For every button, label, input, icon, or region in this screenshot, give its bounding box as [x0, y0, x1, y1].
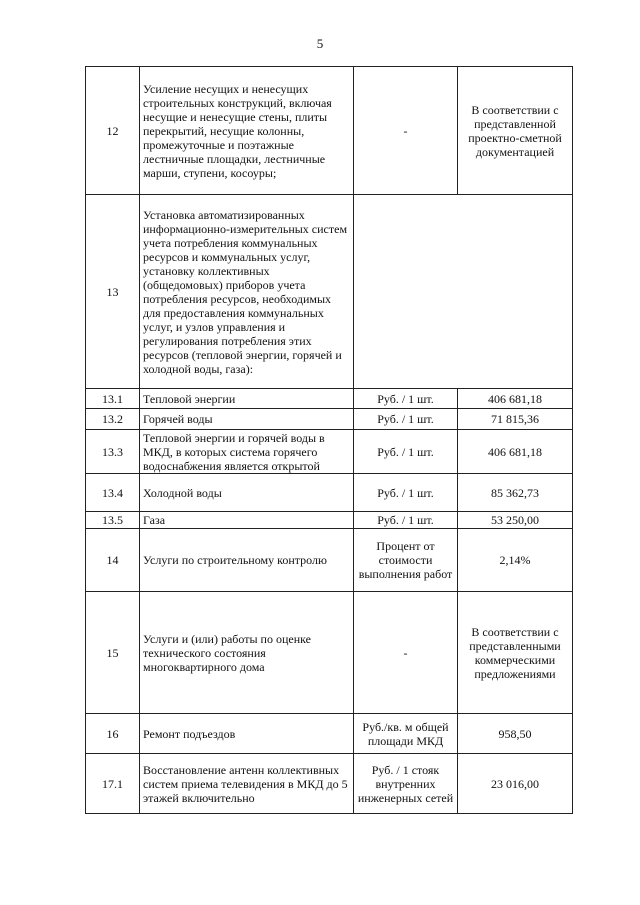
- table-row: [86, 512, 573, 529]
- unit-of-measure: Руб. / 1 шт.: [354, 512, 458, 529]
- row-number: 14: [86, 529, 140, 592]
- row-number: 15: [86, 592, 140, 714]
- unit-of-measure: Руб./кв. м общей площади МКД: [354, 714, 458, 754]
- cost-value: 2,14%: [458, 529, 573, 592]
- unit-of-measure: Руб. / 1 шт.: [354, 389, 458, 409]
- work-name: Холодной воды: [140, 474, 354, 512]
- work-name: Установка автоматизированных информационно-измерительных систем учета потребления коммунальных ресурсов и коммунальных услуг, установку коллективных (общедомовых) приборов учета потребления ресурсов, необходимых для предоставления коммунальных услуг, и узлов управления и регулирования потребления этих ресурсов (тепловой энергии, горячей и холодной воды, газа):: [140, 195, 354, 389]
- unit-of-measure: Процент от стоимости выполнения работ: [354, 529, 458, 592]
- row-number: 13.1: [86, 389, 140, 409]
- work-name: Усиление несущих и ненесущих строительных конструкций, включая несущие и ненесущие стены, плиты перекрытий, несущие колонны, промежуточные и поэтажные лестничные площадки, лестничные марши, ступени, косоуры;: [140, 67, 354, 195]
- cost-value: В соответствии с представленными коммерческими предложениями: [458, 592, 573, 714]
- work-name: Тепловой энергии: [140, 389, 354, 409]
- table-row: [86, 714, 573, 754]
- unit-of-measure: [354, 195, 573, 389]
- unit-of-measure: -: [354, 67, 458, 195]
- work-name: Восстановление антенн коллективных систем приема телевидения в МКД до 5 этажей включительно: [140, 754, 354, 814]
- price-table: [85, 66, 573, 814]
- unit-of-measure: Руб. / 1 шт.: [354, 474, 458, 512]
- unit-of-measure: Руб. / 1 шт.: [354, 430, 458, 474]
- table-row: [86, 409, 573, 430]
- cost-value: 406 681,18: [458, 430, 573, 474]
- work-name: Ремонт подъездов: [140, 714, 354, 754]
- table-row: [86, 529, 573, 592]
- cost-value: 958,50: [458, 714, 573, 754]
- cost-value: 23 016,00: [458, 754, 573, 814]
- table-row: [86, 474, 573, 512]
- cost-value: 406 681,18: [458, 389, 573, 409]
- cost-value: В соответствии с представленной проектно-сметной документацией: [458, 67, 573, 195]
- cost-value: 71 815,36: [458, 409, 573, 430]
- page-number: 5: [316, 36, 324, 51]
- row-number: 16: [86, 714, 140, 754]
- work-name: Горячей воды: [140, 409, 354, 430]
- row-number: 13.2: [86, 409, 140, 430]
- cost-value: 85 362,73: [458, 474, 573, 512]
- work-name: Тепловой энергии и горячей воды в МКД, в которых система горячего водоснабжения является открытой: [140, 430, 354, 474]
- unit-of-measure: -: [354, 592, 458, 714]
- row-number: 17.1: [86, 754, 140, 814]
- row-number: 13: [86, 195, 140, 389]
- row-number: 13.5: [86, 512, 140, 529]
- row-number: 13.3: [86, 430, 140, 474]
- table-row: [86, 430, 573, 474]
- table-row: [86, 754, 573, 814]
- row-number: 12: [86, 67, 140, 195]
- table-row: [86, 67, 573, 195]
- row-number: 13.4: [86, 474, 140, 512]
- unit-of-measure: Руб. / 1 шт.: [354, 409, 458, 430]
- work-name: Услуги и (или) работы по оценке технического состояния многоквартирного дома: [140, 592, 354, 714]
- cost-value: 53 250,00: [458, 512, 573, 529]
- unit-of-measure: Руб. / 1 стояк внутренних инженерных сетей: [354, 754, 458, 814]
- work-name: Газа: [140, 512, 354, 529]
- work-name: Услуги по строительному контролю: [140, 529, 354, 592]
- table-row: [86, 389, 573, 409]
- table-row: [86, 195, 573, 389]
- table-row: [86, 592, 573, 714]
